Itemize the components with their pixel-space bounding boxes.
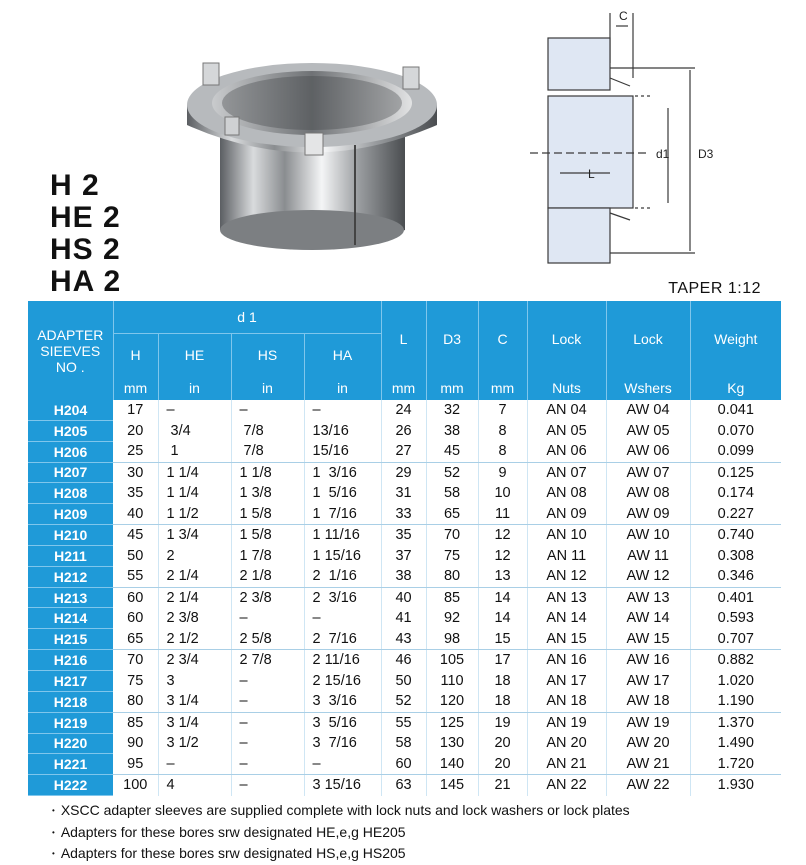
table-cell: 37: [381, 545, 426, 566]
table-row: [28, 525, 781, 546]
table-cell: AW 06: [606, 441, 690, 462]
table-cell: 13/16: [304, 420, 381, 441]
table-cell: 33: [381, 504, 426, 525]
table-cell: 100: [113, 775, 158, 796]
table-cell: 50: [113, 545, 158, 566]
table-cell: 3 7/16: [304, 733, 381, 754]
table-cell: AW 16: [606, 650, 690, 671]
table-cell: 75: [426, 545, 478, 566]
sleeve-number: H222: [28, 775, 113, 796]
spec-table: [28, 301, 781, 796]
table-row: [28, 608, 781, 629]
table-cell: 17: [478, 650, 527, 671]
table-cell: 1 1/2: [158, 504, 231, 525]
footnote: • Adapters for these bores srw designated HS,e,g HS205: [52, 843, 630, 865]
table-row: [28, 504, 781, 525]
header-h: H: [113, 334, 158, 377]
table-cell: 2 5/8: [231, 629, 304, 650]
table-cell: 14: [478, 608, 527, 629]
table-cell: 3 1/4: [158, 712, 231, 733]
drawing-label-d1: d1: [656, 147, 670, 161]
table-cell: AN 13: [527, 587, 606, 608]
table-cell: 1: [158, 441, 231, 462]
table-cell: 52: [381, 691, 426, 712]
header-weight: Weight: [690, 301, 781, 376]
sleeve-number: H209: [28, 504, 113, 525]
unit-lock-washers: Wshers: [606, 376, 690, 400]
unit-ha: in: [304, 376, 381, 400]
table-cell: 52: [426, 462, 478, 483]
table-cell: 11: [478, 504, 527, 525]
table-cell: AN 04: [527, 400, 606, 420]
table-cell: 2 1/16: [304, 566, 381, 587]
table-row: [28, 462, 781, 483]
table-cell: 26: [381, 420, 426, 441]
table-cell: 12: [478, 545, 527, 566]
table-cell: 25: [113, 441, 158, 462]
table-cell: 0.593: [690, 608, 781, 629]
table-cell: 15/16: [304, 441, 381, 462]
table-cell: 15: [478, 629, 527, 650]
spec-table-container: [28, 301, 781, 794]
table-cell: 80: [113, 691, 158, 712]
table-cell: 1 1/8: [231, 462, 304, 483]
table-cell: AW 13: [606, 587, 690, 608]
sleeve-number: H215: [28, 629, 113, 650]
title-h2: H 2: [50, 169, 100, 202]
table-cell: 9: [478, 462, 527, 483]
sleeve-number: H206: [28, 441, 113, 462]
table-cell: –: [158, 754, 231, 775]
table-cell: 1 1/4: [158, 462, 231, 483]
header-ha: HA: [304, 334, 381, 377]
table-cell: 0.227: [690, 504, 781, 525]
table-cell: 95: [113, 754, 158, 775]
sleeve-number: H220: [28, 733, 113, 754]
table-row: [28, 691, 781, 712]
table-cell: 125: [426, 712, 478, 733]
table-cell: 35: [113, 483, 158, 504]
sleeve-number: H205: [28, 420, 113, 441]
table-cell: 3 1/2: [158, 733, 231, 754]
table-cell: AN 05: [527, 420, 606, 441]
taper-label: TAPER 1:12: [668, 280, 761, 297]
table-cell: AN 08: [527, 483, 606, 504]
sleeve-number: H214: [28, 608, 113, 629]
table-cell: 0.070: [690, 420, 781, 441]
table-cell: 2 3/16: [304, 587, 381, 608]
sleeve-number: H213: [28, 587, 113, 608]
unit-lock-nuts: Nuts: [527, 376, 606, 400]
table-cell: 29: [381, 462, 426, 483]
sleeve-number: H212: [28, 566, 113, 587]
footnote: • Adapters for these bores srw designated HE,e,g HE205: [52, 822, 630, 844]
table-cell: 1 7/8: [231, 545, 304, 566]
table-cell: AN 14: [527, 608, 606, 629]
table-cell: AW 21: [606, 754, 690, 775]
table-cell: 18: [478, 670, 527, 691]
table-cell: 1 5/8: [231, 504, 304, 525]
table-cell: 85: [426, 587, 478, 608]
table-cell: 60: [381, 754, 426, 775]
table-cell: 85: [113, 712, 158, 733]
footnotes: [52, 800, 630, 865]
table-cell: 1 15/16: [304, 545, 381, 566]
table-cell: AW 04: [606, 400, 690, 420]
table-cell: 110: [426, 670, 478, 691]
table-cell: 3 5/16: [304, 712, 381, 733]
table-cell: 46: [381, 650, 426, 671]
table-cell: 0.125: [690, 462, 781, 483]
table-cell: 2 1/4: [158, 566, 231, 587]
table-cell: 65: [426, 504, 478, 525]
table-row: [28, 400, 781, 420]
table-cell: 58: [426, 483, 478, 504]
sleeve-number: H207: [28, 462, 113, 483]
table-cell: 0.707: [690, 629, 781, 650]
table-row: [28, 420, 781, 441]
table-cell: –: [231, 775, 304, 796]
table-cell: 13: [478, 566, 527, 587]
table-cell: 1 7/16: [304, 504, 381, 525]
table-cell: 21: [478, 775, 527, 796]
table-cell: 60: [113, 608, 158, 629]
table-cell: 1.020: [690, 670, 781, 691]
table-cell: –: [231, 733, 304, 754]
table-cell: 2 3/8: [231, 587, 304, 608]
table-cell: 65: [113, 629, 158, 650]
table-cell: AN 18: [527, 691, 606, 712]
table-row: [28, 587, 781, 608]
table-cell: 31: [381, 483, 426, 504]
table-cell: 1.720: [690, 754, 781, 775]
table-cell: AW 12: [606, 566, 690, 587]
table-cell: 7: [478, 400, 527, 420]
table-cell: 0.099: [690, 441, 781, 462]
table-cell: AW 15: [606, 629, 690, 650]
table-cell: 50: [381, 670, 426, 691]
table-cell: 70: [426, 525, 478, 546]
table-cell: –: [231, 754, 304, 775]
table-cell: 70: [113, 650, 158, 671]
table-cell: 7/8: [231, 420, 304, 441]
technical-drawing: [530, 8, 770, 268]
table-cell: 55: [113, 566, 158, 587]
table-cell: 20: [113, 420, 158, 441]
table-cell: 19: [478, 712, 527, 733]
table-cell: 0.882: [690, 650, 781, 671]
table-cell: AW 17: [606, 670, 690, 691]
table-cell: 18: [478, 691, 527, 712]
table-cell: 3 3/16: [304, 691, 381, 712]
table-cell: 1 11/16: [304, 525, 381, 546]
sleeve-number: H204: [28, 400, 113, 420]
table-cell: 58: [381, 733, 426, 754]
table-row: [28, 754, 781, 775]
sleeve-number: H211: [28, 545, 113, 566]
table-cell: 27: [381, 441, 426, 462]
table-cell: 3/4: [158, 420, 231, 441]
table-cell: 120: [426, 691, 478, 712]
header-he: HE: [158, 334, 231, 377]
table-cell: 1 3/4: [158, 525, 231, 546]
table-cell: 14: [478, 587, 527, 608]
table-cell: AW 14: [606, 608, 690, 629]
table-cell: AW 20: [606, 733, 690, 754]
table-cell: 145: [426, 775, 478, 796]
unit-d3: mm: [426, 376, 478, 400]
header-lock-nuts: Lock: [527, 301, 606, 376]
table-cell: 7/8: [231, 441, 304, 462]
unit-l: mm: [381, 376, 426, 400]
table-cell: 1 1/4: [158, 483, 231, 504]
adapter-sleeve-photo: [175, 45, 450, 260]
title-he2: HE 2: [50, 201, 121, 234]
table-cell: 20: [478, 754, 527, 775]
table-cell: 2 11/16: [304, 650, 381, 671]
table-cell: 4: [158, 775, 231, 796]
header-l: L: [381, 301, 426, 376]
sleeve-number: H210: [28, 525, 113, 546]
table-cell: 3 1/4: [158, 691, 231, 712]
table-row: [28, 775, 781, 796]
title-ha2: HA 2: [50, 265, 122, 298]
table-cell: AN 11: [527, 545, 606, 566]
table-cell: 38: [426, 420, 478, 441]
table-cell: AN 20: [527, 733, 606, 754]
table-cell: AN 09: [527, 504, 606, 525]
table-cell: AN 07: [527, 462, 606, 483]
drawing-label-l: L: [588, 167, 595, 181]
table-cell: 2: [158, 545, 231, 566]
table-cell: –: [231, 400, 304, 420]
table-cell: 75: [113, 670, 158, 691]
table-cell: 35: [381, 525, 426, 546]
table-row: [28, 629, 781, 650]
table-cell: 8: [478, 441, 527, 462]
table-cell: 3 15/16: [304, 775, 381, 796]
table-cell: –: [231, 691, 304, 712]
table-cell: AW 07: [606, 462, 690, 483]
table-row: [28, 441, 781, 462]
table-cell: 40: [381, 587, 426, 608]
table-cell: 12: [478, 525, 527, 546]
sleeve-number: H217: [28, 670, 113, 691]
sleeve-number: H221: [28, 754, 113, 775]
table-cell: 140: [426, 754, 478, 775]
table-cell: AW 19: [606, 712, 690, 733]
table-cell: AN 15: [527, 629, 606, 650]
table-cell: –: [158, 400, 231, 420]
table-cell: 2 3/8: [158, 608, 231, 629]
table-cell: AN 17: [527, 670, 606, 691]
table-cell: AW 08: [606, 483, 690, 504]
header-c: C: [478, 301, 527, 376]
spec-table-body: [28, 400, 781, 796]
table-row: [28, 733, 781, 754]
table-cell: 1.490: [690, 733, 781, 754]
table-cell: 1.190: [690, 691, 781, 712]
table-cell: AW 05: [606, 420, 690, 441]
table-cell: 0.740: [690, 525, 781, 546]
table-cell: AW 11: [606, 545, 690, 566]
table-cell: 41: [381, 608, 426, 629]
drawing-label-d3: D3: [698, 147, 714, 161]
table-cell: AN 06: [527, 441, 606, 462]
table-cell: –: [304, 754, 381, 775]
table-cell: 1 5/16: [304, 483, 381, 504]
table-cell: AN 12: [527, 566, 606, 587]
drawing-label-c: C: [619, 9, 628, 23]
table-cell: 2 15/16: [304, 670, 381, 691]
table-row: [28, 566, 781, 587]
table-cell: 2 7/16: [304, 629, 381, 650]
unit-hs: in: [231, 376, 304, 400]
table-cell: AN 16: [527, 650, 606, 671]
table-cell: 90: [113, 733, 158, 754]
table-cell: 32: [426, 400, 478, 420]
table-cell: 98: [426, 629, 478, 650]
sleeve-number: H216: [28, 650, 113, 671]
table-cell: AW 22: [606, 775, 690, 796]
header-d3: D3: [426, 301, 478, 376]
table-cell: 45: [426, 441, 478, 462]
unit-weight: Kg: [690, 376, 781, 400]
table-cell: 20: [478, 733, 527, 754]
table-cell: 24: [381, 400, 426, 420]
table-row: [28, 712, 781, 733]
header-hs: HS: [231, 334, 304, 377]
table-cell: 80: [426, 566, 478, 587]
title-hs2: HS 2: [50, 233, 121, 266]
table-cell: –: [304, 400, 381, 420]
unit-he: in: [158, 376, 231, 400]
table-cell: 0.401: [690, 587, 781, 608]
unit-c: mm: [478, 376, 527, 400]
table-cell: AW 09: [606, 504, 690, 525]
sleeve-number: H218: [28, 691, 113, 712]
table-cell: 1 3/16: [304, 462, 381, 483]
table-row: [28, 483, 781, 504]
table-cell: 0.346: [690, 566, 781, 587]
header-lock-washers: Lock: [606, 301, 690, 376]
table-cell: AN 22: [527, 775, 606, 796]
table-cell: 45: [113, 525, 158, 546]
table-cell: –: [231, 608, 304, 629]
table-cell: 40: [113, 504, 158, 525]
table-cell: 0.308: [690, 545, 781, 566]
table-row: [28, 545, 781, 566]
sleeve-number: H219: [28, 712, 113, 733]
table-cell: 2 1/8: [231, 566, 304, 587]
table-cell: 55: [381, 712, 426, 733]
table-cell: 8: [478, 420, 527, 441]
table-cell: 2 7/8: [231, 650, 304, 671]
table-cell: 17: [113, 400, 158, 420]
table-cell: 92: [426, 608, 478, 629]
table-cell: 1.930: [690, 775, 781, 796]
table-cell: –: [231, 712, 304, 733]
header-adapter-sleeves: ADAPTER SIEEVES NO .: [28, 301, 113, 400]
table-cell: 30: [113, 462, 158, 483]
table-cell: AN 19: [527, 712, 606, 733]
table-cell: 0.041: [690, 400, 781, 420]
table-cell: 1 5/8: [231, 525, 304, 546]
footnote: • XSCC adapter sleeves are supplied complete with lock nuts and lock washers or lock plates: [52, 800, 630, 822]
table-cell: 0.174: [690, 483, 781, 504]
table-row: [28, 650, 781, 671]
table-cell: 1.370: [690, 712, 781, 733]
table-cell: AW 18: [606, 691, 690, 712]
header-d1: d 1: [113, 301, 381, 334]
table-row: [28, 670, 781, 691]
table-cell: 130: [426, 733, 478, 754]
sleeve-number: H208: [28, 483, 113, 504]
table-cell: 38: [381, 566, 426, 587]
table-cell: –: [231, 670, 304, 691]
unit-h: mm: [113, 376, 158, 400]
table-cell: 2 1/2: [158, 629, 231, 650]
table-cell: 3: [158, 670, 231, 691]
table-cell: 2 1/4: [158, 587, 231, 608]
table-cell: 63: [381, 775, 426, 796]
table-cell: AW 10: [606, 525, 690, 546]
table-cell: 2 3/4: [158, 650, 231, 671]
table-cell: 60: [113, 587, 158, 608]
table-cell: –: [304, 608, 381, 629]
table-cell: AN 10: [527, 525, 606, 546]
table-cell: 10: [478, 483, 527, 504]
table-cell: 43: [381, 629, 426, 650]
table-cell: 1 3/8: [231, 483, 304, 504]
table-cell: 105: [426, 650, 478, 671]
table-cell: AN 21: [527, 754, 606, 775]
product-titles: [50, 170, 121, 298]
